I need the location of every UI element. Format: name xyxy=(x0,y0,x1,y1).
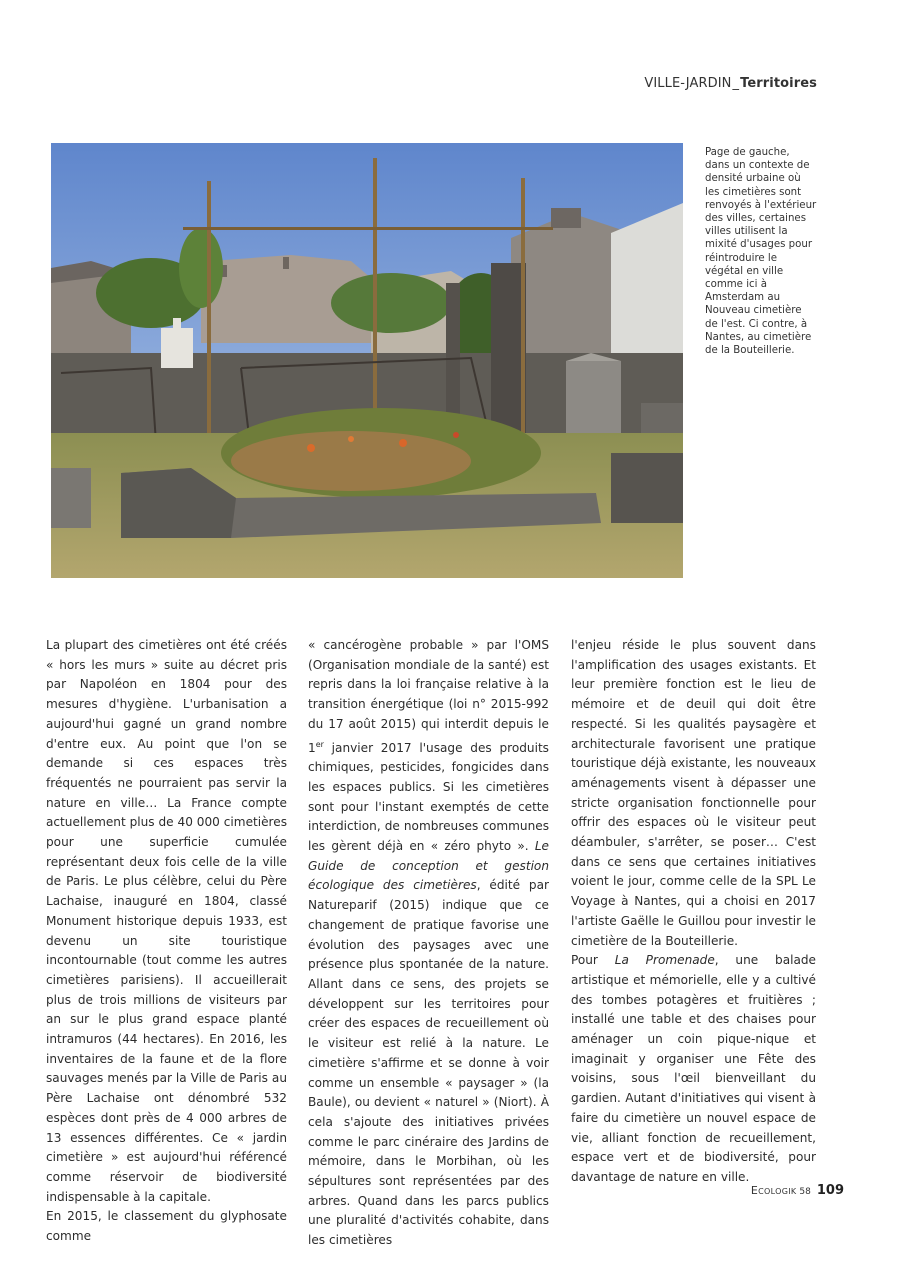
page-footer xyxy=(751,1183,844,1198)
running-header xyxy=(644,76,817,91)
col3-work-title: La Promenade xyxy=(614,953,715,968)
col2-text-d: , édité par Natureparif (2015) indique que ce changement de pratique favorise une évolution des paysages avec une présence plus spontanée de la nature. Allant dans ce sens, des projets se développent sur les territoires pour créer des espaces de recueillement où le visiteur est relié à la nature. Le cimetière s'affirme et se donne à voir comme un ensemble « paysager » (la Baule), ou devient « naturel » (Niort). À cela s'ajoute des initiatives privées comme le parc cinéraire des Jardins de mémoire, dans le Morbihan, où les sépultures sont représentées par des arbres. Quand dans les parcs publics une pluralité d'activités cohabite, dans les cimetières xyxy=(308,878,549,1248)
article-column-2 xyxy=(308,636,549,1251)
col2-guide-title: Le Guide de conception et gestion écologique des cimetières xyxy=(308,839,549,893)
col3-text-b: , une balade artistique et mémorielle, elle y a cultivé des tombes potagères et fruitières ; installé une table et des chaises pour aménager un coin pique-nique et imaginait y organiser une Fête des voisins, sous l'œil bienveillant du gardien. Autant d'initiatives qui visent à faire du cimetière un nouvel espace de vie, alliant fonction de recueillement, espace vert et de biodiversité, pour davantage de nature en ville. xyxy=(571,953,816,1184)
issue-number: 58 xyxy=(799,1187,811,1197)
col3-text-a: Pour xyxy=(571,953,615,968)
header-separator: _ xyxy=(732,76,740,91)
col2-text-a: « cancérogène probable » par l'OMS (Organisation mondiale de la santé) est repris dans la loi française relative à la transition énergétique (loi n° 2015-992 du 17 août 2015) qui interdit depuis le xyxy=(308,638,549,731)
photo-caption: Page de gauche, dans un contexte de densité urbaine où les cimetières sont renvoyés à l'extérieur des villes, certaines villes utilisent la mixité d'usages pour réintroduire le végétal en ville comme ici à Amsterdam au Nouveau cimetière de l'est. Ci contre, à Nantes, au cimetière de la Bouteillerie. xyxy=(705,147,817,357)
col1-paragraph-2: En 2015, le classement du glyphosate comme xyxy=(46,1209,287,1244)
col3-paragraph-1: l'enjeu réside le plus souvent dans l'amplification des usages existants. Et leur première fonction est le lieu de mémoire et de deuil qui doit être respecté. Si les qualités paysagère et architecturale favorisent une pratique touristique déjà existante, les nouveaux aménagements visent à dépasser une stricte organisation fonctionnelle pour offrir des espaces où le visiteur peut déambuler, s'arrêter, se poser… C'est dans ce sens que certaines initiatives voient le jour, comme celle de la SPL Le Voyage à Nantes, qui a choisi en 2017 l'artiste Gaëlle le Guillou pour investir le cimetière de la Bouteillerie. xyxy=(571,638,816,948)
cemetery-garden-photo xyxy=(51,143,683,578)
col2-text-c: janvier 2017 l'usage des produits chimiques, pesticides, fongicides dans les espaces publics. Si les cimetières sont pour l'instant exemptés de cette interdiction, de nombreuses communes les gèrent déjà en « zéro phyto ». xyxy=(308,740,549,854)
header-title: Territoires xyxy=(740,76,817,91)
magazine-name: Ecologik xyxy=(750,1184,797,1197)
col3-paragraph-2 xyxy=(571,951,816,1187)
header-section: VILLE-JARDIN xyxy=(644,76,732,91)
col2-paragraph xyxy=(308,636,549,1251)
page-number: 109 xyxy=(816,1183,844,1198)
col2-superscript: er xyxy=(315,739,324,749)
col1-paragraph-1: La plupart des cimetières ont été créés « hors les murs » suite au décret pris par Napoléon en 1804 pour des mesures d'hygiène. L'urbanisation a aujourd'hui gagné un grand nombre d'entre eux. Au point que l'on se demande si ces espaces très fréquentés ne pourraient pas servir la nature en ville… La France compte actuellement plus de 40 000 cimetières pour une superficie cumulée représentant deux fois celle de la ville de Paris. Le plus célèbre, celui du Père Lachaise, inauguré en 1804, classé Monument historique depuis 1933, est devenu un site touristique incontournable (tout comme les autres cimetières parisiens). Il accueillerait plus de trois millions de visiteurs par an sur le plus grand espace planté intramuros (44 hectares). En 2016, les inventaires de la faune et de la flore sauvages menés par la Ville de Paris au Père Lachaise ont dénombré 532 espèces dont près de 4 000 arbres de 13 essences différentes. Ce « jardin cimetière » est aujourd'hui référencé comme réservoir de biodiversité indispensable à la capitale. xyxy=(46,638,287,1204)
photo-illustration xyxy=(51,143,683,578)
article-column-3 xyxy=(571,636,816,1188)
article-column-1 xyxy=(46,636,287,1247)
col2-text-b: 1 xyxy=(308,740,316,755)
